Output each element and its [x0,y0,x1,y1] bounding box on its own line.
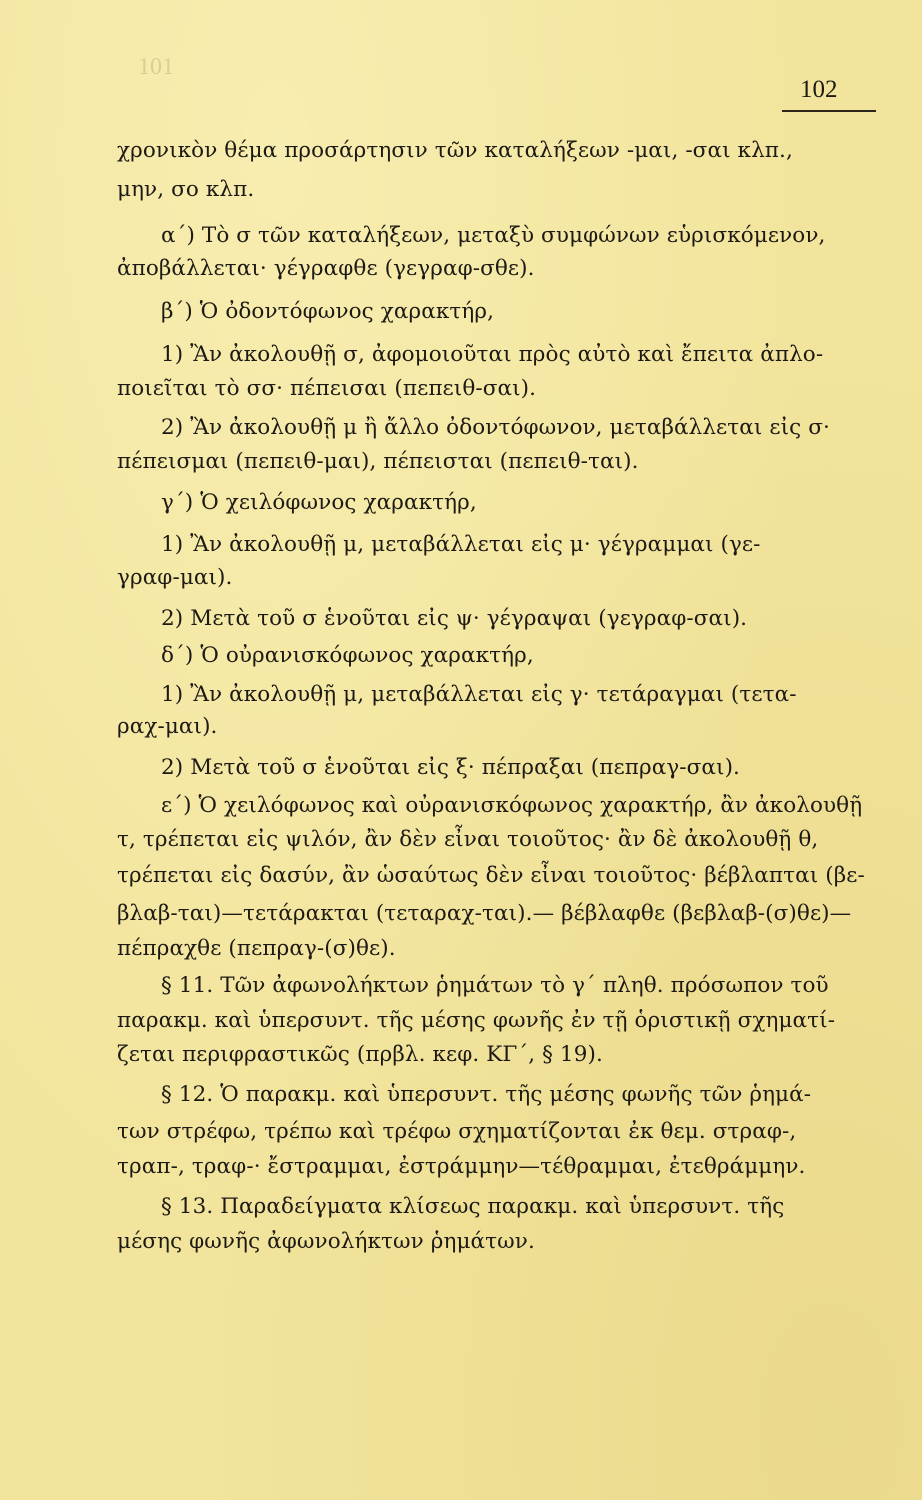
text-line: γραφ-μαι). [117,565,233,590]
text-line: πέπραχθε (πεπραγ-(σ)θε). [117,936,396,961]
text-line: α΄) Τὸ σ τῶν καταλήξεων, μεταξὺ συμφώνων εὑρισκόμενον, [161,223,826,248]
text-line: 2) Ἂν ἀκολουθῇ μ ἢ ἄλλο ὀδοντόφωνον, μεταβάλλεται εἰς σ· [161,415,830,440]
text-line: των στρέφω, τρέπω καὶ τρέφω σχηματίζονται ἐκ θεμ. στραφ-, [117,1119,797,1144]
text-line: μέσης φωνῆς ἀφωνολήκτων ῥημάτων. [117,1229,535,1254]
text-line: ποιεῖται τὸ σσ· πέπεισαι (πεπειθ-σαι). [117,376,537,401]
text-line: ζεται περιφραστικῶς (πρβλ. κεφ. ΚΓ΄, § 19). [117,1042,603,1067]
text-line: παρακμ. καὶ ὑπερσυντ. τῆς μέσης φωνῆς ἐν τῇ ὁριστικῇ σχηματί- [117,1008,836,1033]
page-number-rule [782,110,876,112]
text-line: § 11. Τῶν ἀφωνολήκτων ῥημάτων τὸ γ΄ πληθ. πρόσωπον τοῦ [161,973,829,998]
text-line: ε΄) Ὁ χειλόφωνος καὶ οὐρανισκόφωνος χαρακτήρ, ἂν ἀκολουθῇ [161,793,863,818]
text-line: 2) Μετὰ τοῦ σ ἑνοῦται εἰς ξ· πέπραξαι (πεπραγ-σαι). [161,755,740,780]
text-line: βλαβ-ται)—τετάρακται (τεταραχ-ται).— βέβλαφθε (βεβλαβ-(σ)θε)— [117,901,852,926]
bleed-through-page-number: 101 [138,54,174,80]
page-number: 102 [800,76,838,103]
text-line: τραπ-, τραφ-· ἔστραμμαι, ἐστράμμην—τέθραμμαι, ἐτεθράμμην. [117,1154,806,1179]
text-line: 1) Ἂν ἀκολουθῇ μ, μεταβάλλεται εἰς γ· τετάραγμαι (τετα- [161,682,797,707]
text-line: β΄) Ὁ ὀδοντόφωνος χαρακτήρ, [161,299,495,324]
text-line: τ, τρέπεται εἰς ψιλόν, ἂν δὲν εἶναι τοιοῦτος· ἂν δὲ ἀκολουθῇ θ, [117,827,819,852]
text-line: τρέπεται εἰς δασύν, ἂν ὡσαύτως δὲν εἶναι τοιοῦτος· βέβλαπται (βε- [117,863,865,888]
text-line: γ΄) Ὁ χειλόφωνος χαρακτήρ, [161,490,477,515]
text-line: 1) Ἂν ἀκολουθῇ μ, μεταβάλλεται εἰς μ· γέγραμμαι (γε- [161,532,761,557]
text-line: 2) Μετὰ τοῦ σ ἑνοῦται εἰς ψ· γέγραψαι (γεγραφ-σαι). [161,606,748,631]
text-line: § 12. Ὁ παρακμ. καὶ ὑπερσυντ. τῆς μέσης φωνῆς τῶν ῥημά- [161,1082,812,1107]
text-line: ραχ-μαι). [117,714,218,739]
text-line: ἀποβάλλεται· γέγραφθε (γεγραφ-σθε). [117,256,535,281]
text-line: δ΄) Ὁ οὐρανισκόφωνος χαρακτήρ, [161,643,534,668]
text-line: § 13. Παραδείγματα κλίσεως παρακμ. καὶ ὑπερσυντ. τῆς [161,1194,785,1219]
text-line: πέπεισμαι (πεπειθ-μαι), πέπεισται (πεπειθ-ται). [117,449,639,474]
text-line: χρονικὸν θέμα προσάρτησιν τῶν καταλήξεων -μαι, -σαι κλπ., [117,138,793,163]
text-line: 1) Ἂν ἀκολουθῇ σ, ἀφομοιοῦται πρὸς αὐτὸ καὶ ἔπειτα ἀπλο- [161,342,824,367]
text-line: μην, σο κλπ. [117,177,255,202]
